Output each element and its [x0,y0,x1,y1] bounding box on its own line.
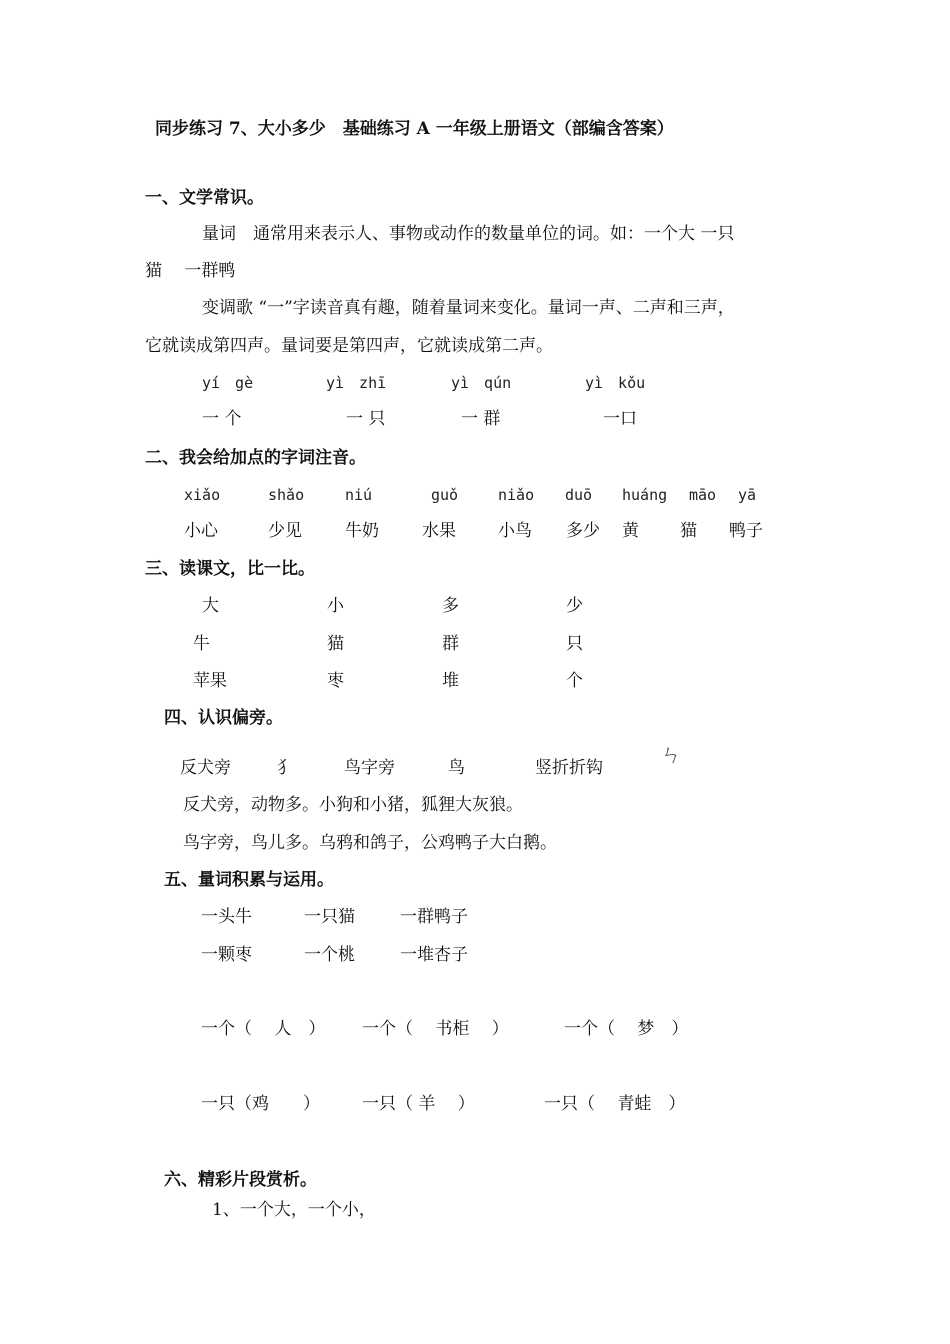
word-yi-zhi: 一 只 [346,409,386,429]
compare-cell: 苹果 [193,671,227,691]
fill-blank-answer: 一只（鸡 ） [201,1094,320,1114]
word-yi-ge: 一 个 [202,409,242,429]
compare-cell: 群 [442,634,459,654]
word-yi-qun: 一 群 [461,409,501,429]
fill-blank-answer: 一个（ 书柜 ） [362,1019,509,1039]
pinyin-yi-zhi: yì zhī [326,374,387,392]
measure-word-example: 一只猫 [304,907,355,927]
section-1-paragraph-2-line-2: 它就读成第四声。量词要是第四声，它就读成第二声。 [145,336,553,356]
section-6-heading: 六、精彩片段赏析。 [164,1170,317,1190]
word-niunai: 牛奶 [345,521,379,541]
fill-blank-answer: 一只（ 羊 ） [362,1094,475,1114]
compare-cell: 大 [202,596,219,616]
section-5-heading: 五、量词积累与运用。 [164,870,334,890]
compare-cell: 多 [442,596,459,616]
pinyin-guo: guǒ [431,486,459,504]
pinyin-niu: niú [345,486,373,504]
pinyin-yi-qun: yì qún [451,374,512,392]
page-title: 同步练习 7、大小多少 基础练习 A 一年级上册语文（部编含答案） [155,119,674,139]
word-shuiguo: 水果 [422,521,456,541]
section-1-paragraph-1-line-1: 量词 通常用来表示人、事物或动作的数量单位的词。如：一个大 一只 [202,224,735,244]
word-shaojian: 少见 [268,521,302,541]
fill-blank-answer: 一个（ 梦 ） [564,1019,689,1039]
word-xiaoxin: 小心 [184,521,218,541]
section-2-heading: 二、我会给加点的字词注音。 [145,448,366,468]
compare-cell: 小 [327,596,344,616]
pinyin-duo: duō [565,486,593,504]
measure-word-example: 一个桃 [304,945,355,965]
measure-word-example: 一堆杏子 [400,945,468,965]
word-xiaoniao: 小鸟 [498,521,532,541]
pinyin-xiao: xiǎo [184,486,221,504]
measure-word-example: 一颗枣 [201,945,252,965]
radical-rhyme-line-1: 反犬旁，动物多。小狗和小猪，狐狸大灰狼。 [183,795,523,815]
section-1-paragraph-2-line-1: 变调歌 “一”字读音真有趣，随着量词来变化。量词一声、二声和三声， [202,298,735,318]
radical-name-fanquan: 反犬旁 [180,758,231,778]
stroke-shuzhezhegou-glyph: ㄣ [660,743,683,768]
compare-cell: 个 [566,671,583,691]
compare-cell: 牛 [193,634,210,654]
compare-cell: 堆 [442,671,459,691]
fill-blank-answer: 一只（ 青蛙 ） [544,1094,686,1114]
measure-word-example: 一头牛 [201,907,252,927]
section-4-heading: 四、认识偏旁。 [164,708,283,728]
fill-blank-answer: 一个（ 人 ） [201,1019,326,1039]
pinyin-ya: yā [738,486,757,504]
word-huang: 黄 [622,521,639,541]
radical-niaozi-glyph: 鸟 [448,758,465,778]
passage-line-1: 1、一个大，一个小， [212,1200,376,1220]
radical-rhyme-line-2: 鸟字旁，鸟儿多。乌鸦和鸽子，公鸡鸭子大白鹅。 [183,833,557,853]
measure-word-example: 一群鸭子 [400,907,468,927]
word-duoshao: 多少 [566,521,600,541]
pinyin-huang: huáng [622,486,668,504]
pinyin-mao: māo [689,486,717,504]
word-mao: 猫 [680,521,697,541]
radical-fanquan-glyph: 犭 [277,758,294,778]
section-3-heading: 三、读课文，比一比。 [145,559,315,579]
section-1-heading: 一、文学常识。 [145,188,264,208]
pinyin-yi-ge: yí gè [202,374,254,392]
pinyin-yi-kou: yì kǒu [585,374,646,392]
compare-cell: 只 [566,634,583,654]
word-yi-kou: 一口 [603,409,637,429]
radical-name-niaozi: 鸟字旁 [344,758,395,778]
compare-cell: 枣 [327,671,344,691]
section-1-paragraph-1-line-2: 猫 一群鸭 [145,261,236,281]
word-yazi: 鸭子 [729,521,763,541]
stroke-name-shuzhezhegou: 竖折折钩 [535,758,603,778]
pinyin-niao: niǎo [498,486,535,504]
pinyin-shao: shǎo [268,486,305,504]
compare-cell: 少 [566,596,583,616]
compare-cell: 猫 [327,634,344,654]
